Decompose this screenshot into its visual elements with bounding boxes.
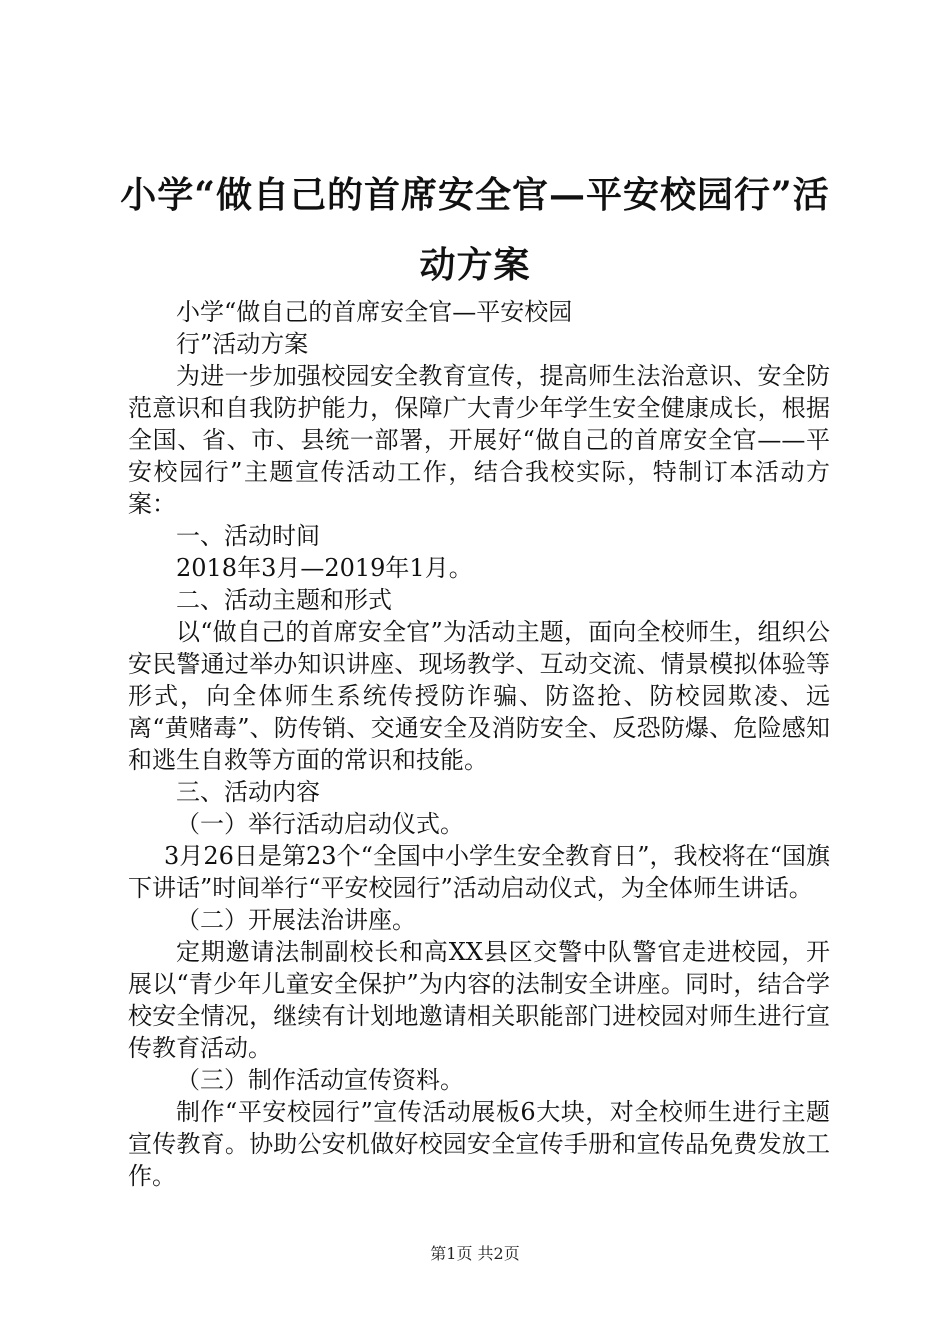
document-title: 小学“做自己的首席安全官—平安校园行”活动方案 (120, 174, 830, 286)
paragraph-lecture: 定期邀请法制副校长和高XX县区交警中队警官走进校园，开展以“青少年儿童安全保护”为内容的法制安全讲座。同时，结合学校安全情况，继续有计划地邀请相关职能部门进校园对师生进行宣传教育活动。 (128, 938, 830, 1062)
paragraph-time: 2018年3月—2019年1月。 (176, 554, 473, 582)
section-heading-time: 一、活动时间 (176, 522, 320, 550)
paragraph-subtitle-1: 小学“做自己的首席安全官—平安校园 (176, 298, 573, 326)
subheading-lecture: （二）开展法治讲座。 (176, 906, 416, 934)
page-footer: 第1页 共2页 (430, 1244, 520, 1263)
paragraph-launch: 3月26日是第23个“全国中小学生安全教育日”，我校将在“国旗下讲话”时间举行“平安校园行”活动启动仪式，为全体师生讲话。 (128, 842, 830, 902)
paragraph-intro: 为进一步加强校园安全教育宣传，提高师生法治意识、安全防范意识和自我防护能力，保障广大青少年学生安全健康成长，根据全国、省、市、县统一部署，开展好“做自己的首席安全官——平安校园行”主题宣传活动工作，结合我校实际，特制订本活动方案： (128, 362, 830, 518)
paragraph-theme: 以“做自己的首席安全官”为活动主题，面向全校师生，组织公安民警通过举办知识讲座、现场教学、互动交流、情景模拟体验等形式，向全体师生系统传授防诈骗、防盗抢、防校园欺凌、远离“黄赌毒”、防传销、交通安全及消防安全、反恐防爆、危险感知和逃生自救等方面的常识和技能。 (128, 618, 830, 774)
document-body (128, 296, 830, 1192)
paragraph-materials: 制作“平安校园行”宣传活动展板6大块，对全校师生进行主题宣传教育。协助公安机做好校园安全宣传手册和宣传品免费发放工作。 (128, 1098, 830, 1190)
section-heading-content: 三、活动内容 (176, 778, 320, 806)
section-heading-theme: 二、活动主题和形式 (176, 586, 392, 614)
paragraph-subtitle-2: 行”活动方案 (176, 330, 309, 358)
subheading-materials: （三）制作活动宣传资料。 (176, 1066, 464, 1094)
subheading-launch: （一）举行活动启动仪式。 (176, 810, 464, 838)
